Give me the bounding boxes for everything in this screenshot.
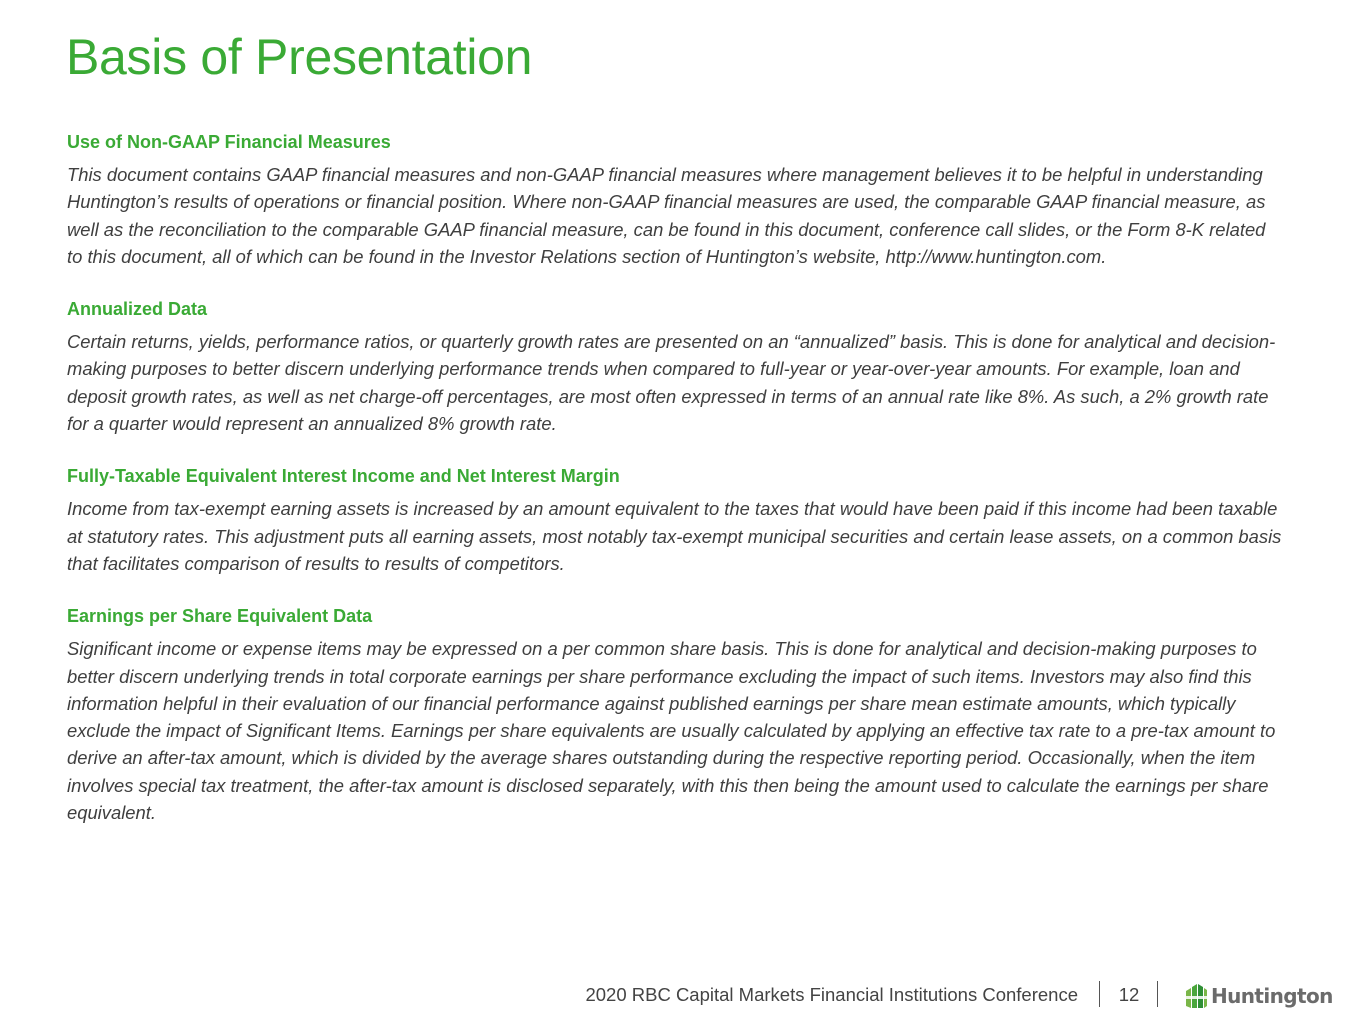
huntington-shield-icon bbox=[1184, 983, 1208, 1009]
content-area bbox=[67, 129, 1282, 852]
footer-divider bbox=[1157, 981, 1158, 1007]
huntington-logo bbox=[1184, 981, 1333, 1011]
section-body: Income from tax-exempt earning assets is increased by an amount equivalent to the taxes that would have been paid if this income had been taxable at statutory rates. This adjustment puts all earning assets, most notably tax-exempt municipal securities and certain lease assets, on a common basis that facilitates comparison of results to results of competitors. bbox=[67, 498, 1282, 574]
section-heading: Earnings per Share Equivalent Data bbox=[67, 606, 373, 627]
section-fte-interest bbox=[67, 463, 1282, 577]
footer-divider bbox=[1099, 981, 1100, 1007]
page-number: 12 bbox=[1118, 984, 1140, 1005]
section-body: Significant income or expense items may be expressed on a per common share basis. This is done for analytical and decision-making purposes to better discern underlying trends in total corporate earnings per share performance excluding the impact of such items. Investors may also find this information helpful in their evaluation of our financial performance against published earnings per share mean estimate amounts, which typically exclude the impact of Significant Items. Earnings per share equivalents are usually calculated by applying an effective tax rate to a pre-tax amount to derive an after-tax amount, which is divided by the average shares outstanding during the respective reporting period. Occasionally, when the item involves special tax treatment, the after-tax amount is disclosed separately, with this then being the amount used to calculate the earnings per share equivalent. bbox=[67, 638, 1276, 824]
section-heading: Fully-Taxable Equivalent Interest Income and Net Interest Margin bbox=[67, 466, 620, 487]
logo-text: Huntington bbox=[1211, 984, 1333, 1008]
section-body: This document contains GAAP financial measures and non-GAAP financial measures where management believes it to be helpful in understanding Huntington’s results of operations or financial position. Where non-GAAP financial measures are used, the comparable GAAP financial measure, as well as the reconciliation to the comparable GAAP financial measure, can be found in this document, conference call slides, or the Form 8-K related to this document, all of which can be found in the Investor Relations section of Huntington’s website, http://www.huntington.com. bbox=[67, 164, 1266, 267]
section-annualized-data bbox=[67, 296, 1282, 437]
section-body: Certain returns, yields, performance ratios, or quarterly growth rates are presented on an “annualized” basis. This is done for analytical and decision-making purposes to better discern underlying performance trends when compared to full-year or year-over-year amounts. For example, loan and deposit growth rates, as well as net charge-off percentages, are most often expressed in terms of an annual rate like 8%. As such, a 2% growth rate for a quarter would represent an annualized 8% growth rate. bbox=[67, 331, 1276, 435]
section-heading: Annualized Data bbox=[67, 299, 208, 320]
footer bbox=[0, 978, 1365, 1014]
section-heading: Use of Non-GAAP Financial Measures bbox=[67, 132, 391, 152]
footer-conference-name: 2020 RBC Capital Markets Financial Institutions Conference bbox=[585, 984, 1078, 1005]
page-title: Basis of Presentation bbox=[66, 29, 533, 85]
section-eps-equivalent bbox=[67, 603, 1282, 826]
section-non-gaap bbox=[67, 129, 1282, 270]
